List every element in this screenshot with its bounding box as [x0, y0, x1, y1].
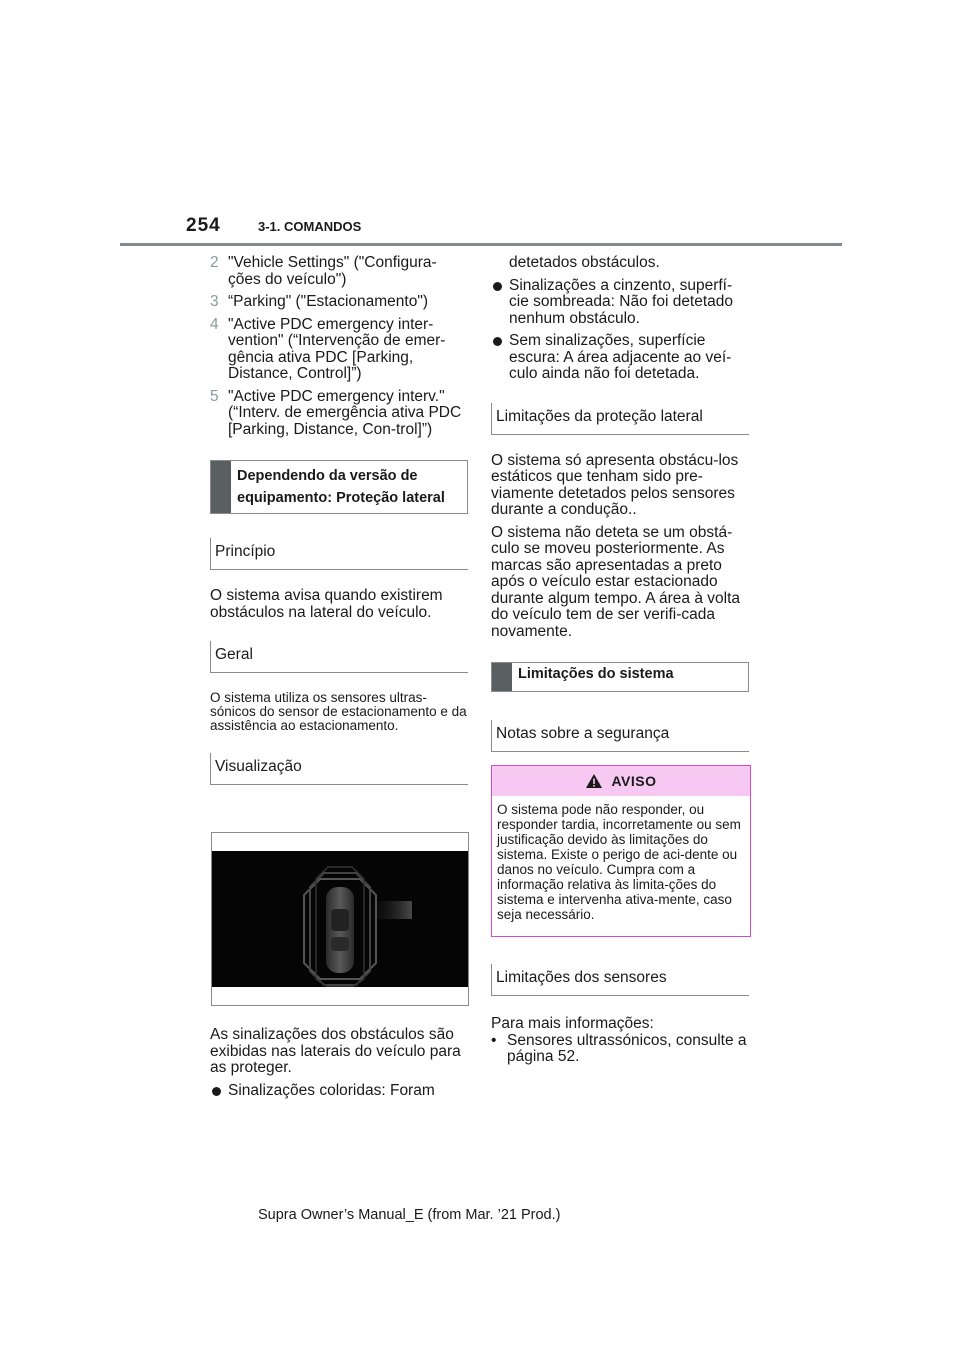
- visualizacao-heading: Visualização: [210, 753, 468, 785]
- continued-text: detetados obstáculos.: [509, 254, 660, 271]
- right-column-bottom: [491, 964, 749, 1066]
- header-rule: [120, 243, 842, 246]
- page-number: 254: [186, 215, 221, 236]
- system-limits-heading-box: [491, 662, 749, 692]
- reference-item: • Sensores ultrassónicos, consulte a página 52.: [491, 1031, 747, 1065]
- bullet-grey: Sinalizações a cinzento, superfí-cie sombreada: Não foi detetado nenhum obstáculo.: [491, 278, 749, 328]
- sensor-limits-heading: Limitações dos sensores: [491, 964, 749, 996]
- limitations-text-1: O sistema só apresenta obstácu-los estáticos que tenham sido pre-viamente detetados pelos sensores durante a condução..: [491, 451, 739, 518]
- step-3: 3 “Parking" ("Estacionamento"): [210, 293, 429, 310]
- bullet-dot: [212, 1087, 221, 1096]
- heading-bar: [492, 663, 512, 691]
- bullet-none: Sem sinalizações, superfície escura: A área adjacente ao veí-culo ainda não foi detetada.: [491, 333, 749, 383]
- warning-box: [491, 765, 751, 937]
- section-title: 3-1. COMANDOS: [258, 219, 362, 234]
- warning-triangle-icon: [585, 773, 603, 789]
- warning-label: AVISO: [611, 773, 657, 789]
- right-column: [491, 255, 749, 752]
- figure-caption-text: As sinalizações dos obstáculos são exibidas nas laterais do veículo para as proteger.: [210, 1026, 461, 1076]
- side-protection-heading-box: [210, 460, 468, 514]
- left-column: [210, 255, 468, 785]
- step-4: 4 "Active PDC emergency inter-vention" (“Intervenção de emer-gência ativa PDC [Parking, Distance, Control]”): [210, 315, 446, 382]
- reference-link[interactable]: Sensores ultrassónicos, consulte a página 52.: [507, 1031, 747, 1065]
- parking-display-figure: [211, 832, 469, 1006]
- limitations-lateral-heading: Limitações da proteção lateral: [491, 403, 749, 435]
- more-info-text: Para mais informações:: [491, 1015, 654, 1032]
- warning-header: [492, 766, 750, 796]
- geral-text: O sistema utiliza os sensores ultras-sónicos do sensor de estacionamento e da assistência ao estacionamento.: [210, 690, 467, 733]
- left-column-bottom: [210, 1027, 468, 1099]
- bullet-dot: [493, 337, 502, 346]
- limitations-text-2: O sistema não deteta se um obstá-culo se moveu posteriormente. As marcas são apresentadas a preto após o veículo estar estacionado durante algum tempo. A área à volta do veículo tem de ser verifi-cada novamente.: [491, 523, 741, 640]
- safety-notes-heading: Notas sobre a segurança: [491, 720, 749, 752]
- car-topview-illustration: [212, 851, 468, 987]
- side-protection-heading: Dependendo da versão de equipamento: Proteção lateral: [237, 468, 445, 506]
- geral-heading: Geral: [210, 641, 468, 673]
- system-limits-heading: Limitações do sistema: [518, 666, 674, 682]
- warning-text: O sistema pode não responder, ou responder tardia, incorretamente ou sem justificação devido às limitações do sistema. Existe o perigo de aci-dente ou danos no veículo. Cumpra com a informação relativa às limita-ções do sistema e intervenha ativa-mente, caso seja necessário.: [497, 802, 741, 922]
- step-5: 5 "Active PDC emergency interv." (“Interv. de emergência ativa PDC [Parking, Distance, Con-trol]”): [210, 387, 462, 438]
- principio-heading: Princípio: [210, 538, 468, 570]
- footer-text: Supra Owner’s Manual_E (from Mar. ’21 Prod.): [258, 1207, 561, 1223]
- bullet-colored: Sinalizações coloridas: Foram: [210, 1083, 468, 1100]
- heading-bar: [211, 461, 231, 513]
- step-2: 2 "Vehicle Settings" ("Configura-ções do veículo"): [210, 254, 437, 288]
- bullet-dot: [493, 282, 502, 291]
- display-screen: [212, 851, 468, 987]
- principio-text: O sistema avisa quando existirem obstáculos na lateral do veículo.: [210, 587, 443, 621]
